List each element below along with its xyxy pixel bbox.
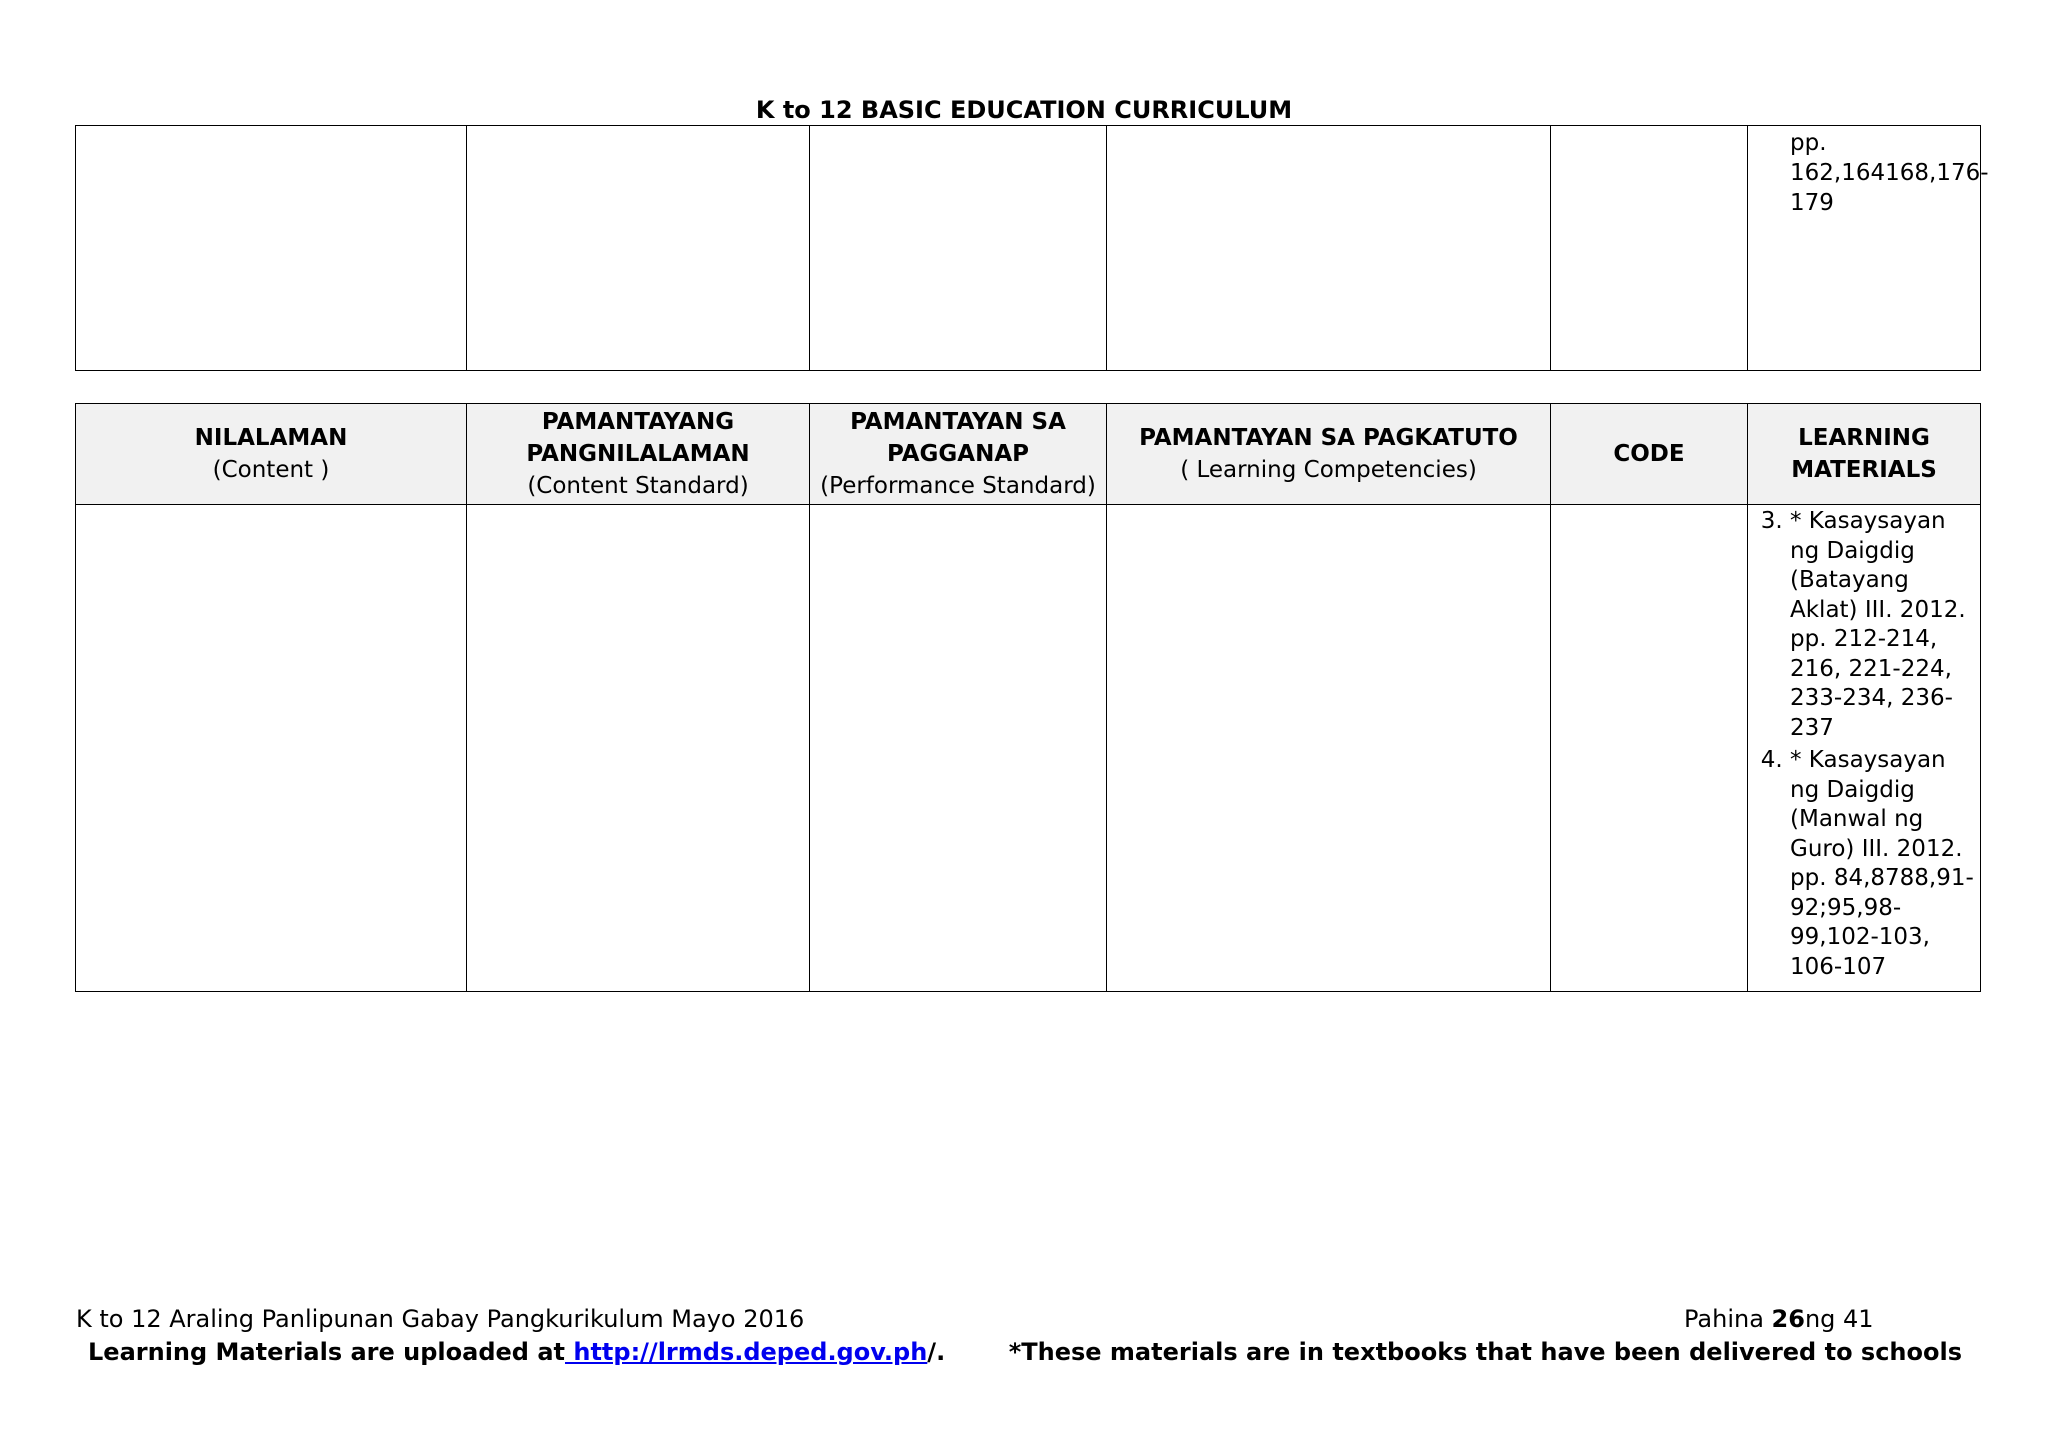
code-cell — [1551, 126, 1748, 371]
column-header-learning-materials: LEARNING MATERIALS — [1748, 404, 1981, 505]
page-number: 26 — [1771, 1305, 1805, 1333]
column-header-performance-standard: PAMANTAYAN SA PAGGANAP (Performance Standard) — [810, 404, 1107, 505]
footer-guide-title: K to 12 Araling Panlipunan Gabay Pangkurikulum Mayo 2016 — [76, 1305, 805, 1333]
lrmds-link[interactable]: http://lrmds.deped.gov.ph — [565, 1338, 928, 1366]
curriculum-table — [75, 403, 1981, 992]
page-label: Pahina — [1684, 1305, 1772, 1333]
column-header-code: CODE — [1551, 404, 1748, 505]
performance-standard-cell — [810, 505, 1107, 992]
content-standard-cell — [467, 126, 810, 371]
code-cell — [1551, 505, 1748, 992]
learning-materials-cell — [1748, 126, 1989, 371]
content-cell — [76, 505, 467, 992]
content-standard-cell — [467, 505, 810, 992]
continued-table — [75, 125, 1989, 371]
upload-suffix: /. — [927, 1338, 946, 1366]
list-item: 4. * Kasaysayan ng Daigdig (Manwal ng Guro) III. 2012. pp. 84,8788,91-92;95,98-99,102-103, 106-107 — [1790, 746, 1976, 982]
page-indicator — [1684, 1303, 1874, 1335]
upload-text: Learning Materials are uploaded at — [88, 1338, 565, 1366]
column-header-learning-competencies: PAMANTAYAN SA PAGKATUTO ( Learning Competencies) — [1107, 404, 1551, 505]
materials-continued-text: pp. 162,164168,176-179 — [1790, 130, 1989, 216]
footer-upload-note — [88, 1336, 945, 1368]
content-cell — [76, 126, 467, 371]
column-header-content-standard: PAMANTAYANG PANGNILALAMAN (Content Standard) — [467, 404, 810, 505]
learning-materials-cell — [1748, 505, 1981, 992]
materials-list — [1748, 507, 1980, 982]
column-header-content: NILALAMAN (Content ) — [76, 404, 467, 505]
page-total: ng 41 — [1804, 1305, 1874, 1333]
table-row — [76, 505, 1981, 992]
document-title: K to 12 BASIC EDUCATION CURRICULUM — [755, 96, 1293, 124]
performance-standard-cell — [810, 126, 1107, 371]
learning-competencies-cell — [1107, 126, 1551, 371]
learning-competencies-cell — [1107, 505, 1551, 992]
table-row — [76, 126, 1981, 371]
table-header-row — [76, 404, 1981, 505]
footer-textbook-note: *These materials are in textbooks that have been delivered to schools — [1008, 1338, 1962, 1366]
list-item: 3. * Kasaysayan ng Daigdig (Batayang Aklat) III. 2012. pp. 212-214, 216, 221-224, 233-234, 236-237 — [1790, 507, 1976, 743]
